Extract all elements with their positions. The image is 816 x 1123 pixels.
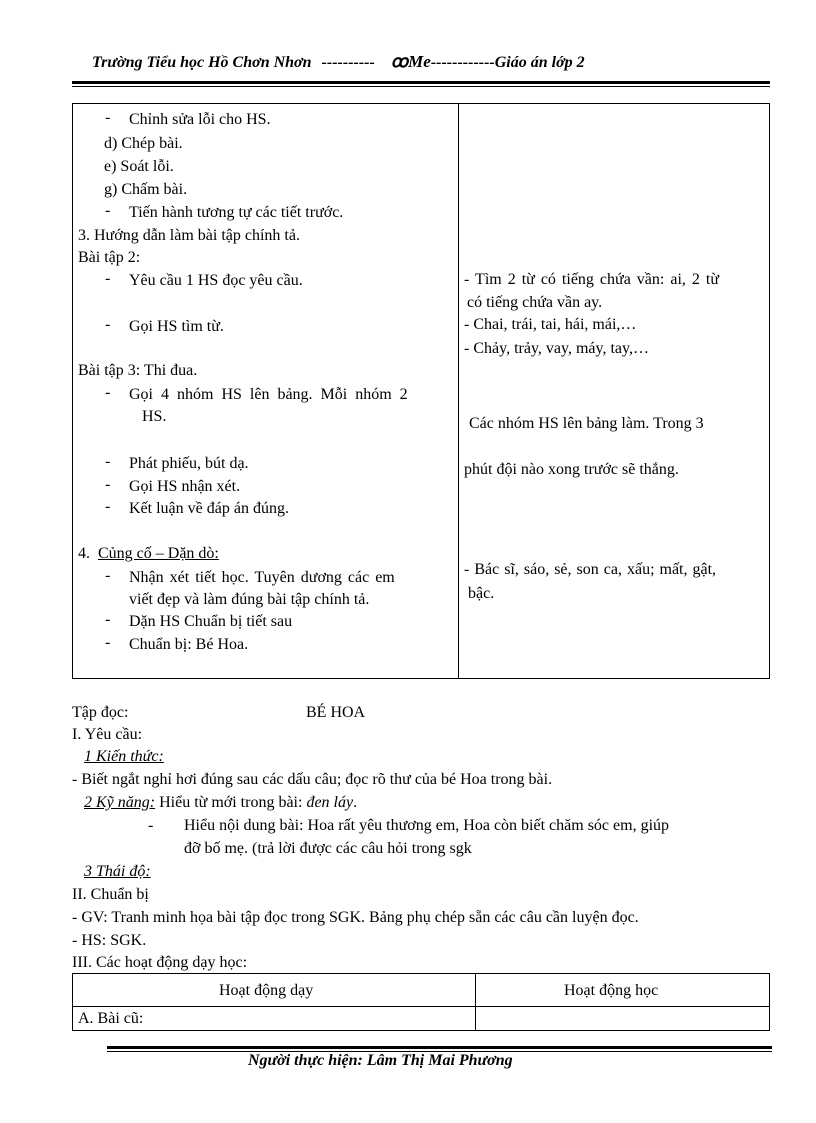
left-line: g) Chấm bài.: [104, 181, 188, 198]
knowledge-label: 1 Kiến thức:: [84, 748, 164, 765]
lesson-title: BÉ HOA: [306, 704, 366, 721]
table-header-learn: Hoạt động học: [564, 982, 659, 999]
skill-line: [84, 792, 357, 814]
left-line: Tiến hành tương tự các tiết trước.: [129, 204, 344, 221]
bullet-dash: -: [105, 453, 111, 470]
school-name: Trường Tiểu học Hồ Chơn Nhơn: [92, 54, 312, 71]
bullet-dash: -: [105, 202, 111, 219]
left-line: e) Soát lỗi.: [104, 158, 174, 175]
activities-table: [72, 973, 770, 1031]
right-line: có tiếng chứa vần ay.: [467, 294, 603, 311]
row-divider: [73, 1006, 769, 1007]
content-line: đỡ bố mẹ. (trả lời được các câu hỏi trong sgk: [184, 840, 472, 857]
column-divider: [475, 974, 476, 1030]
left-line: Bài tập 2:: [78, 249, 141, 266]
right-line: - Chảy, trảy, vay, máy, tay,…: [464, 340, 649, 357]
skill-label: 2 Kỹ năng:: [84, 794, 156, 811]
section-heading: II. Chuẩn bị: [72, 886, 149, 903]
skill-dot: .: [353, 794, 358, 811]
attitude-label: 3 Thái độ:: [84, 863, 151, 880]
right-line: - Chai, trái, tai, hái, mái,…: [464, 316, 637, 333]
bullet-dash: -: [105, 611, 111, 628]
skill-text: Hiểu từ mới trong bài:: [159, 794, 303, 811]
bullet-dash: -: [105, 634, 111, 651]
teacher-prep: - GV: Tranh minh họa bài tập đọc trong SGK. Bảng phụ chép sẵn các câu cần luyện đọc.: [72, 909, 639, 926]
left-line: Gọi HS tìm từ.: [129, 318, 224, 335]
knowledge-text: - Biết ngắt nghỉ hơi đúng sau các dấu câu; đọc rõ thư của bé Hoa trong bài.: [72, 771, 553, 788]
left-line: HS.: [142, 408, 167, 425]
footer-author: Người thực hiện: Lâm Thị Mai Phương: [248, 1052, 513, 1069]
right-line: Các nhóm HS lên bảng làm. Trong 3: [469, 415, 704, 432]
bullet-dash: -: [105, 109, 111, 126]
bullet-dash: -: [105, 270, 111, 287]
content-line: Hiểu nội dung bài: Hoa rất yêu thương em, Hoa còn biết chăm sóc em, giúp: [184, 817, 670, 834]
skill-word: đen láy: [306, 794, 354, 811]
left-line: d) Chép bài.: [104, 135, 183, 152]
left-line: Gọi 4 nhóm HS lên bảng. Mỗi nhóm 2: [129, 386, 408, 403]
left-line: 3. Hướng dẫn làm bài tập chính tả.: [78, 227, 300, 244]
page-header: [92, 52, 772, 72]
header-rule: [72, 81, 770, 84]
bullet-dash: -: [105, 476, 111, 493]
section-number: 4.: [78, 545, 90, 562]
right-line: - Bác sĩ, sáo, sẻ, son ca, xấu; mất, gật,: [464, 561, 717, 578]
left-line: Nhận xét tiết học. Tuyên dương các em: [129, 569, 395, 586]
right-line: - Tìm 2 từ có tiếng chứa vần: ai, 2 từ: [464, 271, 719, 288]
left-line: Kết luận về đáp án đúng.: [129, 500, 289, 517]
left-line: Yêu cầu 1 HS đọc yêu cầu.: [129, 272, 303, 289]
footer-rule: [107, 1046, 772, 1049]
logo-mark: ꝏMe: [390, 52, 431, 71]
left-line: viết đẹp và làm đúng bài tập chính tả.: [129, 591, 370, 608]
left-line: Bài tập 3: Thi đua.: [78, 362, 198, 379]
header-rule-thin: [72, 86, 770, 87]
right-line: phút đội nào xong trước sẽ thắng.: [464, 461, 679, 478]
bullet-dash: -: [105, 316, 111, 333]
bullet-dash: -: [148, 817, 154, 834]
table-row-label: A. Bài cũ:: [78, 1010, 144, 1027]
right-line: bậc.: [468, 585, 495, 602]
subject-label: Tập đọc:: [72, 704, 129, 721]
bullet-dash: -: [105, 498, 111, 515]
left-line: Chỉnh sửa lỗi cho HS.: [129, 111, 271, 128]
left-line: Chuẩn bị: Bé Hoa.: [129, 636, 249, 653]
continued-table: [72, 103, 770, 679]
section-heading: I. Yêu cầu:: [72, 726, 143, 743]
bullet-dash: -: [105, 567, 111, 584]
left-line: Dặn HS Chuẩn bị tiết sau: [129, 613, 293, 630]
left-line: Phát phiếu, bút dạ.: [129, 455, 249, 472]
header-separator: ----------: [321, 54, 375, 71]
table-header-teach: Hoạt động dạy: [219, 982, 314, 999]
grade-label: Giáo án lớp 2: [494, 54, 585, 71]
column-divider: [458, 104, 459, 678]
header-separator-2: ------------: [430, 54, 495, 71]
student-prep: - HS: SGK.: [72, 932, 147, 949]
bullet-dash: -: [105, 384, 111, 401]
left-line: Gọi HS nhận xét.: [129, 478, 241, 495]
section-heading: III. Các hoạt động dạy học:: [72, 954, 248, 971]
section-heading: Củng cố – Dặn dò:: [98, 545, 219, 562]
